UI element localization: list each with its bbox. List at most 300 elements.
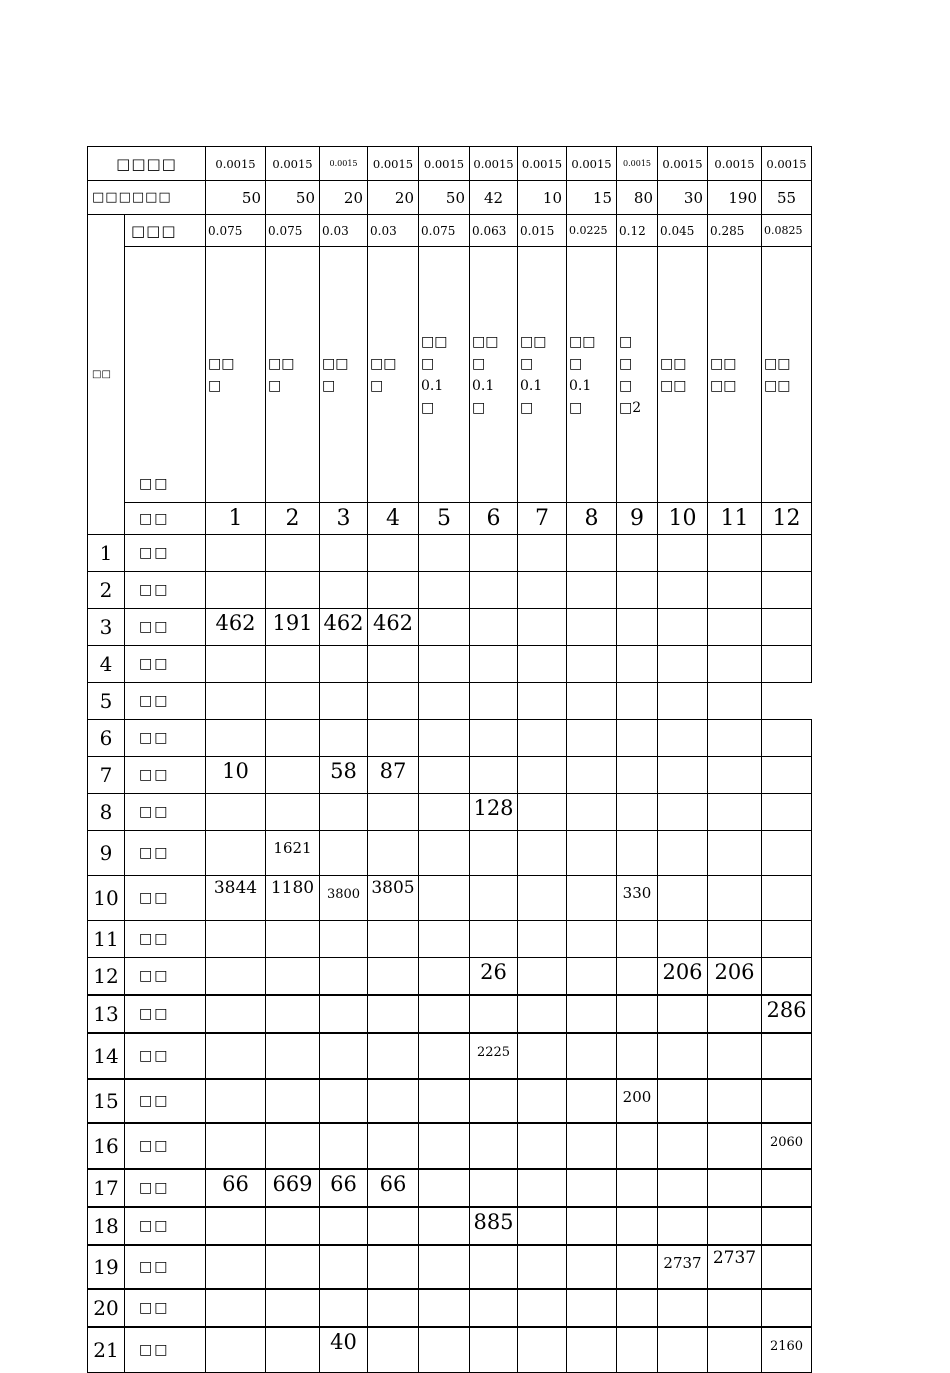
- row-label: □□: [125, 1207, 206, 1245]
- value-cell: [762, 683, 812, 720]
- value-cell: [266, 1207, 320, 1245]
- value-cell: [368, 683, 419, 720]
- table-row: [88, 794, 812, 831]
- value-cell: [658, 1207, 708, 1245]
- value-cell: [708, 720, 762, 757]
- factor-cell: 0.0015: [762, 147, 812, 181]
- column-number: 3: [320, 503, 368, 535]
- value-cell: [470, 683, 518, 720]
- value-cell: [567, 1079, 617, 1123]
- value-cell: [617, 958, 658, 996]
- value-cell: [762, 1033, 812, 1079]
- value-cell: [266, 572, 320, 609]
- table-row: [88, 831, 812, 876]
- value-cell: [658, 720, 708, 757]
- value-cell: [419, 958, 470, 996]
- value-cell: [567, 757, 617, 794]
- value-cell: [206, 1207, 266, 1245]
- item-name-cell: □□ □□: [708, 247, 762, 503]
- table-row: [88, 958, 812, 996]
- value-cell: [567, 1289, 617, 1327]
- value-cell: [762, 958, 812, 996]
- quantity-cell: 15: [567, 181, 617, 215]
- value-cell: [658, 921, 708, 958]
- value-cell: [206, 1245, 266, 1289]
- item-name-cell: □□ □ 0.1 □: [419, 247, 470, 503]
- value-cell: [518, 1245, 567, 1289]
- item-name-cell: □□ □□: [762, 247, 812, 503]
- value-cell: 10: [206, 757, 266, 794]
- value-cell: [206, 1289, 266, 1327]
- value-cell: [567, 876, 617, 921]
- value-cell: [419, 794, 470, 831]
- value-cell: [266, 535, 320, 572]
- value-cell: [617, 683, 658, 720]
- value-cell: [518, 1289, 567, 1327]
- column-number: 9: [617, 503, 658, 535]
- table-row: [88, 1033, 812, 1079]
- quantity-row: [88, 181, 812, 215]
- value-cell: 2737: [708, 1245, 762, 1289]
- value-cell: [470, 535, 518, 572]
- value-cell: [206, 535, 266, 572]
- value-cell: [518, 720, 567, 757]
- value-cell: [617, 1289, 658, 1327]
- value-cell: [708, 1033, 762, 1079]
- value-cell: [658, 831, 708, 876]
- value-cell: 66: [368, 1169, 419, 1207]
- value-cell: [518, 1079, 567, 1123]
- row-label: □□: [125, 876, 206, 921]
- value-cell: [762, 757, 812, 794]
- row-label: □□: [125, 958, 206, 996]
- value-cell: [658, 1169, 708, 1207]
- value-cell: [368, 921, 419, 958]
- value-cell: [470, 995, 518, 1033]
- value-cell: [419, 876, 470, 921]
- row-number: 9: [88, 831, 125, 876]
- value-cell: [368, 1079, 419, 1123]
- value-cell: [762, 876, 812, 921]
- value-cell: [470, 1289, 518, 1327]
- value-cell: [320, 1245, 368, 1289]
- value-cell: [518, 1327, 567, 1373]
- value-cell: [518, 921, 567, 958]
- value-cell: [567, 1123, 617, 1169]
- quantity-cell: 20: [368, 181, 419, 215]
- value-cell: [708, 831, 762, 876]
- amount-cell: 0.03: [368, 215, 419, 247]
- value-cell: [567, 683, 617, 720]
- value-cell: [658, 1289, 708, 1327]
- quantity-cell: 80: [617, 181, 658, 215]
- value-cell: [419, 1207, 470, 1245]
- value-cell: [658, 876, 708, 921]
- table-row: [88, 683, 812, 720]
- value-cell: [762, 1207, 812, 1245]
- value-cell: [658, 1327, 708, 1373]
- amount-cell: 0.045: [658, 215, 708, 247]
- row-label: □□: [125, 831, 206, 876]
- table-row: [88, 720, 812, 757]
- value-cell: [206, 1079, 266, 1123]
- value-cell: [368, 720, 419, 757]
- value-cell: [266, 794, 320, 831]
- value-cell: [708, 1169, 762, 1207]
- value-cell: [320, 535, 368, 572]
- value-cell: [266, 646, 320, 683]
- value-cell: [617, 535, 658, 572]
- value-cell: [567, 535, 617, 572]
- value-cell: [206, 1033, 266, 1079]
- data-table: [87, 146, 812, 1373]
- value-cell: [762, 646, 812, 683]
- value-cell: [320, 1033, 368, 1079]
- factor-cell: 0.0015: [266, 147, 320, 181]
- value-cell: 3800: [320, 876, 368, 921]
- value-cell: [206, 958, 266, 996]
- value-cell: [658, 1079, 708, 1123]
- value-cell: [567, 1327, 617, 1373]
- value-cell: 462: [368, 609, 419, 646]
- value-cell: [470, 1327, 518, 1373]
- amount-cell: 0.0825: [762, 215, 812, 247]
- side-label: □□: [88, 215, 125, 535]
- value-cell: [567, 831, 617, 876]
- row-number: 20: [88, 1289, 125, 1327]
- table-row: [88, 609, 812, 646]
- table-row: [88, 1079, 812, 1123]
- column-number: 4: [368, 503, 419, 535]
- value-cell: [567, 1169, 617, 1207]
- quantity-cell: 50: [266, 181, 320, 215]
- value-cell: [708, 1123, 762, 1169]
- row-number: 19: [88, 1245, 125, 1289]
- value-cell: 66: [320, 1169, 368, 1207]
- value-cell: [708, 572, 762, 609]
- value-cell: [518, 876, 567, 921]
- value-cell: [762, 1079, 812, 1123]
- value-cell: [368, 1207, 419, 1245]
- column-number: 12: [762, 503, 812, 535]
- value-cell: [658, 794, 708, 831]
- factor-cell: 0.0015: [320, 147, 368, 181]
- quantity-cell: 190: [708, 181, 762, 215]
- value-cell: [567, 1245, 617, 1289]
- value-cell: [518, 1169, 567, 1207]
- value-cell: [206, 1123, 266, 1169]
- value-cell: [470, 921, 518, 958]
- value-cell: [708, 876, 762, 921]
- value-cell: [567, 609, 617, 646]
- row-number: 5: [88, 683, 125, 720]
- value-cell: 3844: [206, 876, 266, 921]
- row-number: 2: [88, 572, 125, 609]
- table-row: [88, 921, 812, 958]
- value-cell: [708, 646, 762, 683]
- value-cell: [762, 572, 812, 609]
- value-cell: [567, 794, 617, 831]
- value-cell: [419, 1169, 470, 1207]
- amount-cell: 0.075: [419, 215, 470, 247]
- value-cell: [368, 831, 419, 876]
- row-number: 16: [88, 1123, 125, 1169]
- value-cell: 206: [708, 958, 762, 996]
- factor-cell: 0.0015: [708, 147, 762, 181]
- value-cell: [470, 876, 518, 921]
- row-number: 14: [88, 1033, 125, 1079]
- value-cell: [206, 995, 266, 1033]
- value-cell: [617, 609, 658, 646]
- value-cell: [320, 921, 368, 958]
- row-label: □□: [125, 1245, 206, 1289]
- value-cell: [266, 1327, 320, 1373]
- row-number: 21: [88, 1327, 125, 1373]
- value-cell: [518, 794, 567, 831]
- item-name-cell: □□ □: [320, 247, 368, 503]
- value-cell: [762, 535, 812, 572]
- value-cell: [470, 1123, 518, 1169]
- value-cell: [708, 921, 762, 958]
- value-cell: [470, 646, 518, 683]
- row-number: 1: [88, 535, 125, 572]
- value-cell: 1621: [266, 831, 320, 876]
- value-cell: [518, 1033, 567, 1079]
- amount-cell: 0.075: [266, 215, 320, 247]
- value-cell: [762, 1245, 812, 1289]
- column-number: 7: [518, 503, 567, 535]
- value-cell: [617, 831, 658, 876]
- value-cell: 885: [470, 1207, 518, 1245]
- value-cell: [617, 646, 658, 683]
- row-label: □□: [125, 683, 206, 720]
- row-number: 15: [88, 1079, 125, 1123]
- value-cell: 286: [762, 995, 812, 1033]
- factor-cell: 0.0015: [617, 147, 658, 181]
- value-cell: [206, 572, 266, 609]
- value-cell: [658, 995, 708, 1033]
- value-cell: [518, 609, 567, 646]
- value-cell: [419, 921, 470, 958]
- factor-cell: 0.0015: [419, 147, 470, 181]
- value-cell: [266, 757, 320, 794]
- value-cell: [518, 831, 567, 876]
- value-cell: 2737: [658, 1245, 708, 1289]
- value-cell: [419, 1123, 470, 1169]
- value-cell: [617, 1169, 658, 1207]
- item-name-cell: □□ □: [206, 247, 266, 503]
- value-cell: [567, 921, 617, 958]
- value-cell: [567, 646, 617, 683]
- value-cell: 462: [206, 609, 266, 646]
- table-row: [88, 1245, 812, 1289]
- name-row: [88, 247, 812, 503]
- row-label: □□: [125, 921, 206, 958]
- row-label: □□: [125, 1289, 206, 1327]
- table-row: [88, 1123, 812, 1169]
- row-number: 11: [88, 921, 125, 958]
- value-cell: [419, 995, 470, 1033]
- value-cell: [419, 1079, 470, 1123]
- value-cell: [617, 720, 658, 757]
- row-number: 7: [88, 757, 125, 794]
- quantity-cell: 30: [658, 181, 708, 215]
- value-cell: 200: [617, 1079, 658, 1123]
- value-cell: [419, 1033, 470, 1079]
- value-cell: [762, 921, 812, 958]
- value-cell: [567, 995, 617, 1033]
- column-number: 11: [708, 503, 762, 535]
- quantity-cell: 10: [518, 181, 567, 215]
- value-cell: [518, 646, 567, 683]
- value-cell: [266, 683, 320, 720]
- column-number-row: [88, 503, 812, 535]
- value-cell: [518, 757, 567, 794]
- value-cell: [419, 572, 470, 609]
- spreadsheet: [87, 146, 812, 1373]
- value-cell: [518, 683, 567, 720]
- value-cell: [320, 831, 368, 876]
- factor-cell: 0.0015: [658, 147, 708, 181]
- value-cell: [708, 757, 762, 794]
- quantity-cell: 50: [419, 181, 470, 215]
- value-cell: [518, 1207, 567, 1245]
- value-cell: [567, 1207, 617, 1245]
- value-cell: 2060: [762, 1123, 812, 1169]
- amount-cell: 0.12: [617, 215, 658, 247]
- value-cell: [708, 1207, 762, 1245]
- value-cell: 2160: [762, 1327, 812, 1373]
- value-cell: [368, 646, 419, 683]
- value-cell: 128: [470, 794, 518, 831]
- row-label: □□: [125, 1079, 206, 1123]
- value-cell: [762, 831, 812, 876]
- value-cell: [320, 794, 368, 831]
- value-cell: 191: [266, 609, 320, 646]
- row-label: □□: [125, 646, 206, 683]
- value-cell: 206: [658, 958, 708, 996]
- row-number: 3: [88, 609, 125, 646]
- value-cell: [518, 535, 567, 572]
- factor-cell: 0.0015: [567, 147, 617, 181]
- value-cell: [518, 572, 567, 609]
- amount-cell: 0.0225: [567, 215, 617, 247]
- row-label: □□: [125, 1033, 206, 1079]
- value-cell: [658, 1123, 708, 1169]
- value-cell: 66: [206, 1169, 266, 1207]
- quantity-label: □□□□□□: [88, 181, 206, 215]
- value-cell: [368, 995, 419, 1033]
- value-cell: 2225: [470, 1033, 518, 1079]
- value-cell: [266, 1289, 320, 1327]
- value-cell: [470, 609, 518, 646]
- value-cell: [419, 646, 470, 683]
- value-cell: [206, 1327, 266, 1373]
- item-name-cell: □□ □ 0.1 □: [567, 247, 617, 503]
- value-cell: [266, 1033, 320, 1079]
- value-cell: [419, 535, 470, 572]
- column-number: 2: [266, 503, 320, 535]
- value-cell: [567, 1033, 617, 1079]
- value-cell: [617, 921, 658, 958]
- amount-row: [88, 215, 812, 247]
- value-cell: [518, 995, 567, 1033]
- row-number: 13: [88, 995, 125, 1033]
- value-cell: [617, 1207, 658, 1245]
- value-cell: [368, 535, 419, 572]
- value-cell: [470, 757, 518, 794]
- value-cell: [419, 1327, 470, 1373]
- value-cell: [206, 720, 266, 757]
- row-label: □□: [125, 1327, 206, 1373]
- value-cell: [708, 683, 762, 720]
- value-cell: [658, 535, 708, 572]
- value-cell: [708, 794, 762, 831]
- column-number: 8: [567, 503, 617, 535]
- amount-cell: 0.063: [470, 215, 518, 247]
- item-name-cell: □□ □: [266, 247, 320, 503]
- value-cell: [658, 572, 708, 609]
- amount-cell: 0.015: [518, 215, 567, 247]
- value-cell: [658, 609, 708, 646]
- item-name-cell: □□ □ 0.1 □: [518, 247, 567, 503]
- table-row: [88, 1327, 812, 1373]
- value-cell: [617, 794, 658, 831]
- row-number: 18: [88, 1207, 125, 1245]
- value-cell: [320, 995, 368, 1033]
- table-row: [88, 876, 812, 921]
- value-cell: [567, 720, 617, 757]
- value-cell: [368, 572, 419, 609]
- row-label: □□: [125, 720, 206, 757]
- value-cell: [617, 572, 658, 609]
- value-cell: [762, 609, 812, 646]
- value-cell: [368, 1033, 419, 1079]
- table-row: [88, 757, 812, 794]
- value-cell: [708, 1327, 762, 1373]
- value-cell: [419, 720, 470, 757]
- value-cell: [567, 958, 617, 996]
- row-number: 12: [88, 958, 125, 996]
- value-cell: [617, 1245, 658, 1289]
- value-cell: [470, 1245, 518, 1289]
- value-cell: [320, 683, 368, 720]
- value-cell: [708, 1289, 762, 1327]
- value-cell: [206, 794, 266, 831]
- table-row: [88, 1207, 812, 1245]
- value-cell: [266, 1245, 320, 1289]
- row-label: □□: [125, 572, 206, 609]
- value-cell: 669: [266, 1169, 320, 1207]
- name-label: □□: [125, 247, 206, 503]
- table-row: [88, 1169, 812, 1207]
- table-row: [88, 646, 812, 683]
- value-cell: [206, 646, 266, 683]
- factor-label: □□□□: [88, 147, 206, 181]
- value-cell: [708, 1079, 762, 1123]
- factor-cell: 0.0015: [518, 147, 567, 181]
- value-cell: [266, 720, 320, 757]
- value-cell: [470, 1079, 518, 1123]
- value-cell: [368, 1289, 419, 1327]
- row-label: □□: [125, 794, 206, 831]
- value-cell: 40: [320, 1327, 368, 1373]
- value-cell: [368, 958, 419, 996]
- value-cell: [470, 572, 518, 609]
- value-cell: [266, 958, 320, 996]
- amount-cell: 0.075: [206, 215, 266, 247]
- value-cell: [320, 1079, 368, 1123]
